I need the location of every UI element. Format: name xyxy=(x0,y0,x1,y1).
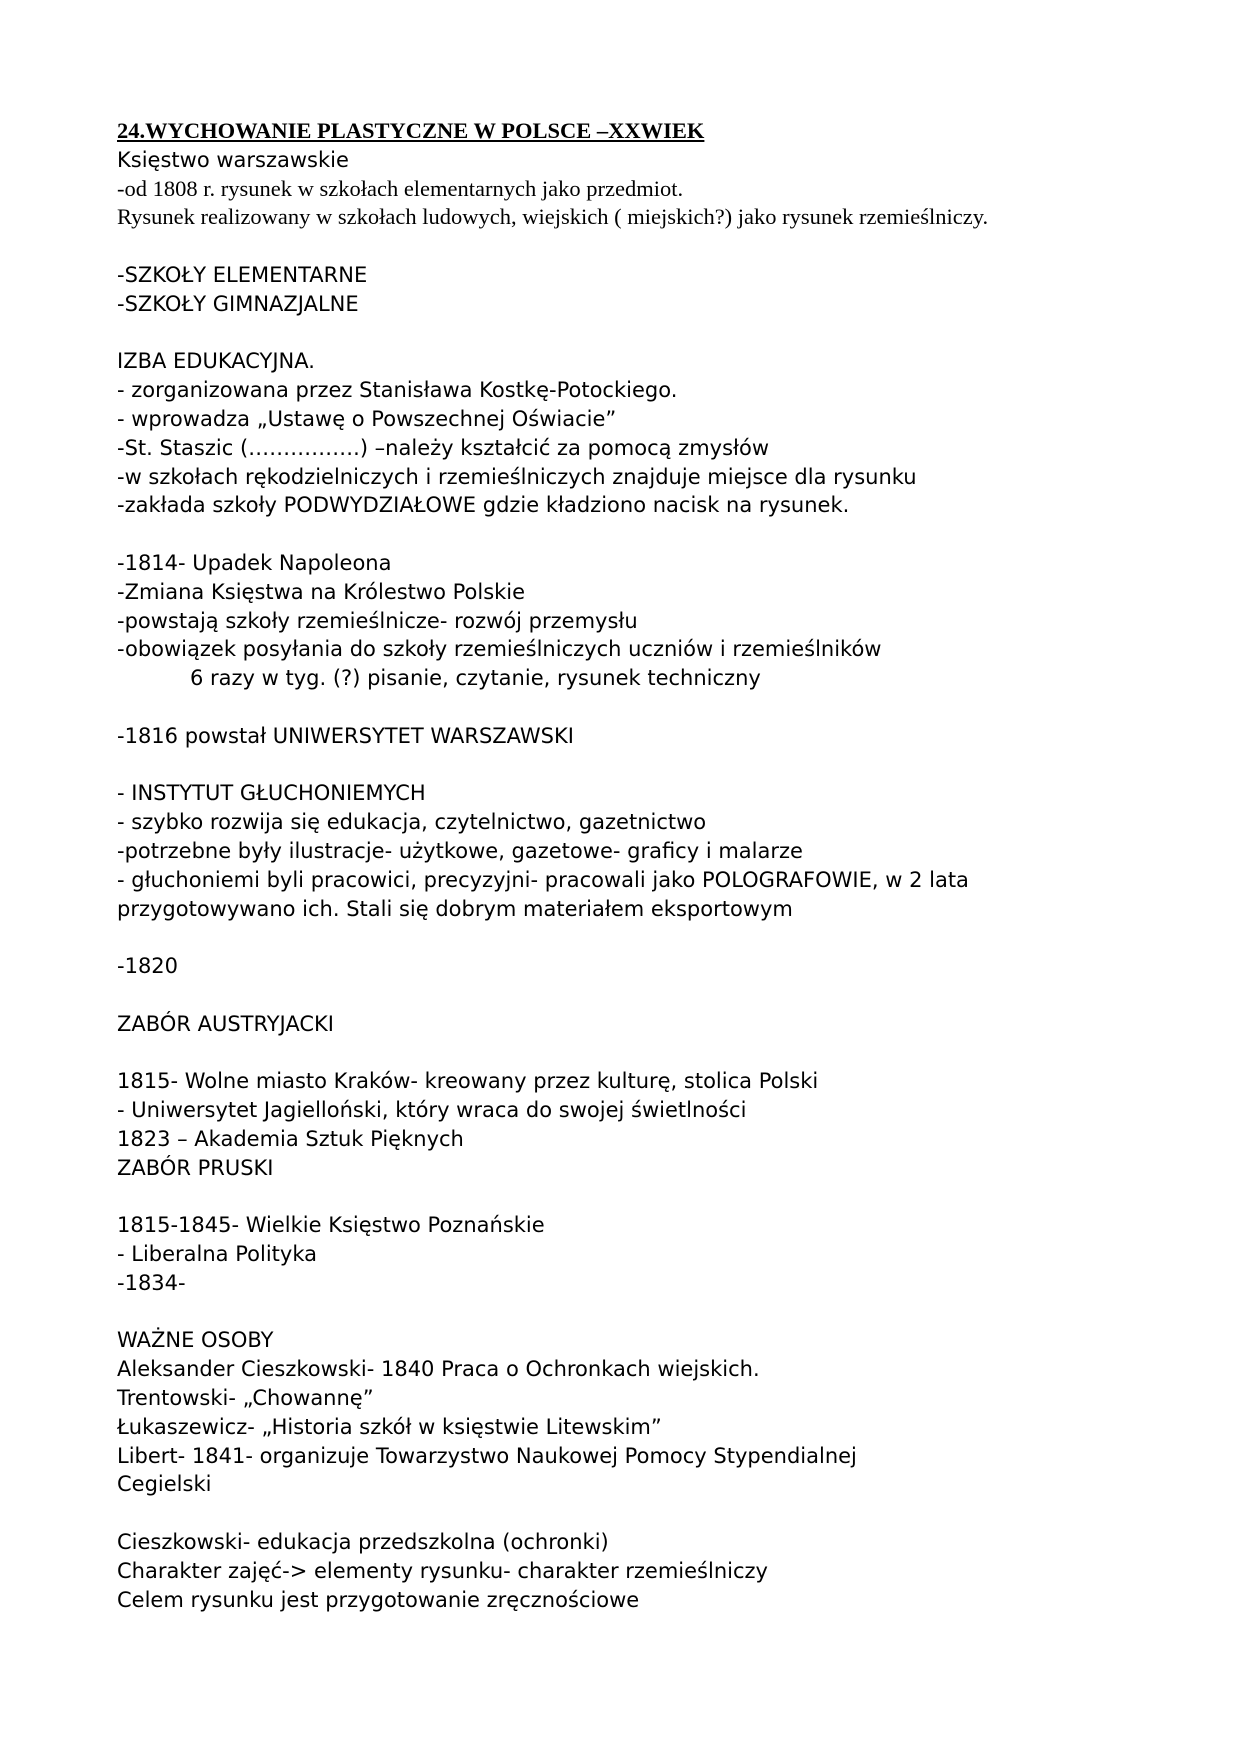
text-line: IZBA EDUKACYJNA. xyxy=(117,349,315,374)
text-line: -SZKOŁY GIMNAZJALNE xyxy=(117,291,359,316)
blank-line xyxy=(117,319,1157,348)
text-line: - Uniwersytet Jagielloński, który wraca do swojej świetlności xyxy=(117,1098,747,1123)
text-line: -1834- xyxy=(117,1270,186,1295)
text-line: -od 1808 r. rysunek w szkołach elementarnych jako przedmiot. xyxy=(117,175,684,201)
text-line: -Zmiana Księstwa na Królestwo Polskie xyxy=(117,579,526,604)
blank-line xyxy=(117,1298,1157,1327)
text-line: -potrzebne były ilustracje- użytkowe, gazetowe- graficy i malarze xyxy=(117,838,803,863)
blank-line xyxy=(117,923,1157,952)
blank-line xyxy=(117,1182,1157,1211)
document-body xyxy=(117,117,1157,1614)
text-line: 1815- Wolne miasto Kraków- kreowany przez kulturę, stolica Polski xyxy=(117,1069,819,1094)
text-line: - wprowadza „Ustawę o Powszechnej Oświacie” xyxy=(117,406,617,431)
text-line: Księstwo warszawskie xyxy=(117,147,349,172)
text-line: -powstają szkoły rzemieślnicze- rozwój przemysłu xyxy=(117,608,638,633)
text-line: -zakłada szkoły PODWYDZIAŁOWE gdzie kładziono nacisk na rysunek. xyxy=(117,493,850,518)
text-line: -SZKOŁY ELEMENTARNE xyxy=(117,262,368,287)
document-title: 24.WYCHOWANIE PLASTYCZNE W POLSCE –XXWIEK xyxy=(117,118,705,143)
text-line: Libert- 1841- organizuje Towarzystwo Naukowej Pomocy Stypendialnej xyxy=(117,1443,857,1468)
text-line: Łukaszewicz- „Historia szkół w księstwie Litewskim” xyxy=(117,1414,662,1439)
text-line: przygotowywano ich. Stali się dobrym materiałem eksportowym xyxy=(117,896,793,921)
text-line: Cieszkowski- edukacja przedszkolna (ochronki) xyxy=(117,1530,609,1555)
text-line: Celem rysunku jest przygotowanie zręcznościowe xyxy=(117,1587,640,1612)
blank-line xyxy=(117,1499,1157,1528)
text-line: -w szkołach rękodzielniczych i rzemieślniczych znajduje miejsce dla rysunku xyxy=(117,464,917,489)
text-line: ZABÓR AUSTRYJACKI xyxy=(117,1011,335,1036)
text-line: ZABÓR PRUSKI xyxy=(117,1155,274,1180)
text-line: -St. Staszic (…………….) –należy kształcić za pomocą zmysłów xyxy=(117,435,770,460)
blank-line xyxy=(117,232,1157,261)
blank-line xyxy=(117,981,1157,1010)
text-line: Charakter zajęć-> elementy rysunku- charakter rzemieślniczy xyxy=(117,1558,768,1583)
blank-line xyxy=(117,693,1157,722)
text-line: - szybko rozwija się edukacja, czytelnictwo, gazetnictwo xyxy=(117,810,707,835)
blank-line xyxy=(117,751,1157,780)
text-line: -1814- Upadek Napoleona xyxy=(117,550,392,575)
text-line: -1816 powstał UNIWERSYTET WARSZAWSKI xyxy=(117,723,574,748)
text-line: Aleksander Cieszkowski- 1840 Praca o Ochronkach wiejskich. xyxy=(117,1357,760,1382)
text-line: Cegielski xyxy=(117,1472,212,1497)
blank-line xyxy=(117,1039,1157,1068)
text-line: Trentowski- „Chowannę” xyxy=(117,1386,374,1411)
text-line: - INSTYTUT GŁUCHONIEMYCH xyxy=(117,781,426,806)
text-line: - głuchoniemi byli pracowici, precyzyjni- pracowali jako POLOGRAFOWIE, w 2 lata xyxy=(117,867,969,892)
text-line: - zorganizowana przez Stanisława Kostkę-Potockiego. xyxy=(117,378,678,403)
text-line: -obowiązek posyłania do szkoły rzemieślniczych uczniów i rzemieślników xyxy=(117,637,882,662)
text-line: -1820 xyxy=(117,954,179,979)
text-line: 1815-1845- Wielkie Księstwo Poznańskie xyxy=(117,1213,545,1238)
text-line: Rysunek realizowany w szkołach ludowych, wiejskich ( miejskich?) jako rysunek rzemieślniczy. xyxy=(117,204,989,230)
blank-line xyxy=(117,520,1157,549)
text-line: 1823 – Akademia Sztuk Pięknych xyxy=(117,1126,464,1151)
text-line: - Liberalna Polityka xyxy=(117,1242,317,1267)
text-line: 6 razy w tyg. (?) pisanie, czytanie, rysunek techniczny xyxy=(190,666,761,691)
text-line: WAŻNE OSOBY xyxy=(117,1328,274,1353)
